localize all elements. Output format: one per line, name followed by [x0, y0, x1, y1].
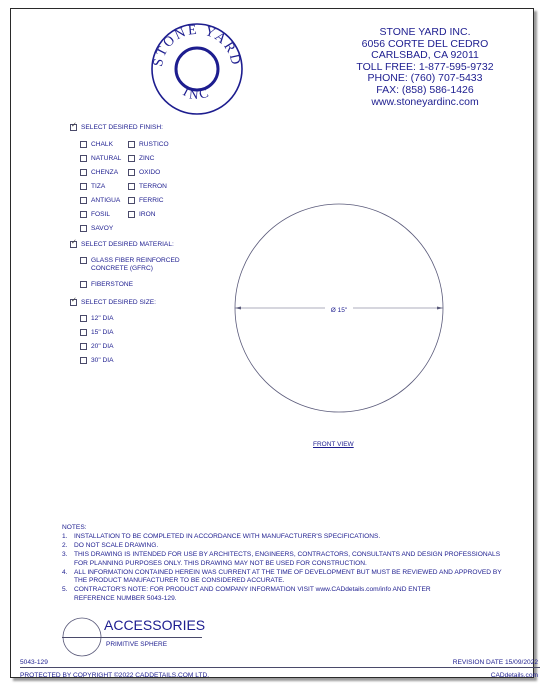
- finish-option[interactable]: [80, 169, 118, 177]
- checkbox[interactable]: [80, 141, 87, 148]
- finish-option[interactable]: [128, 183, 167, 191]
- checkbox[interactable]: [128, 141, 135, 148]
- finish-header-checkbox[interactable]: [70, 124, 77, 131]
- title-block-subtitle: PRIMITIVE SPHERE: [106, 641, 168, 648]
- note-item: [62, 551, 502, 560]
- finish-label: FERRIC: [139, 197, 164, 204]
- checkbox[interactable]: [80, 257, 87, 264]
- material-label-fiberstone: FIBERSTONE: [91, 281, 134, 288]
- checkbox[interactable]: [80, 169, 87, 176]
- front-view-label: FRONT VIEW: [313, 441, 354, 448]
- note-text: INSTALLATION TO BE COMPLETED IN ACCORDANCE WITH MANUFACTURER'S SPECIFICATIONS.: [74, 532, 381, 540]
- note-item: [62, 533, 502, 542]
- checkbox[interactable]: [80, 357, 87, 364]
- finish-option[interactable]: [80, 155, 121, 163]
- finish-header: [70, 124, 163, 132]
- title-block-title: ACCESSORIES: [104, 617, 206, 633]
- finish-label: RUSTICO: [139, 141, 169, 148]
- arrow-right-icon: [437, 307, 443, 310]
- company-fax: FAX: (858) 586-1426: [376, 83, 474, 96]
- copyright-notice: PROTECTED BY COPYRIGHT ©2022 CADDETAILS.COM LTD.: [20, 672, 210, 679]
- front-view-drawing: [233, 202, 445, 414]
- note-continuation: FOR PLANNING PURPOSES ONLY. THIS DRAWING MAY NOT BE USED FOR CONSTRUCTION.: [74, 559, 367, 567]
- size-label: 20" DIA: [91, 343, 114, 350]
- note-text: ALL INFORMATION CONTAINED HEREIN WAS CURRENT AT THE TIME OF DEVELOPMENT BUT MUST BE REVIEWED AND APPROVED BY: [74, 568, 502, 576]
- finish-label: SAVOY: [91, 225, 114, 232]
- checkbox[interactable]: [80, 329, 87, 336]
- finish-option[interactable]: [128, 155, 154, 163]
- revision-date: REVISION DATE 15/09/2022: [452, 659, 538, 666]
- size-header-label: SELECT DESIRED SIZE:: [81, 299, 156, 306]
- finish-option[interactable]: [80, 141, 113, 149]
- title-block-rule: [62, 637, 202, 638]
- finish-option[interactable]: [128, 169, 160, 177]
- material-option-gfrc[interactable]: [80, 257, 180, 273]
- finish-label: ZINC: [139, 155, 155, 162]
- size-option[interactable]: [80, 343, 114, 351]
- finish-label: IRON: [139, 211, 156, 218]
- size-option[interactable]: [80, 315, 114, 323]
- finish-label: TIZA: [91, 183, 106, 190]
- company-info: [345, 27, 505, 108]
- material-gfrc-line1: GLASS FIBER REINFORCED: [91, 257, 180, 264]
- company-city: CARLSBAD, CA 92011: [371, 49, 479, 62]
- notes-section: [62, 524, 502, 604]
- svg-text:STONE YARD: [151, 23, 243, 68]
- finish-label: NATURAL: [91, 155, 122, 162]
- size-label: 12" DIA: [91, 315, 114, 322]
- finish-option[interactable]: [80, 183, 105, 191]
- checkbox[interactable]: [80, 281, 87, 288]
- material-header: [70, 241, 174, 249]
- finish-label: FOSIL: [91, 211, 111, 218]
- note-number: 4.: [62, 568, 68, 576]
- company-name: STONE YARD INC.: [379, 26, 471, 38]
- logo-top-text: STONE YARD: [150, 22, 244, 68]
- note-text: DO NOT SCALE DRAWING.: [74, 541, 159, 549]
- size-option[interactable]: [80, 329, 114, 337]
- material-header-checkbox[interactable]: [70, 241, 77, 248]
- finish-option[interactable]: [80, 211, 110, 219]
- checkbox[interactable]: [128, 183, 135, 190]
- finish-option[interactable]: [80, 225, 113, 233]
- note-number: 5.: [62, 586, 68, 594]
- finish-option[interactable]: [128, 211, 155, 219]
- footer-divider: [20, 667, 540, 668]
- checkbox[interactable]: [80, 343, 87, 350]
- material-gfrc-line2: CONCRETE (GFRC): [91, 265, 153, 272]
- note-number: 3.: [62, 550, 68, 558]
- note-number: 1.: [62, 532, 68, 540]
- finish-option[interactable]: [128, 141, 169, 149]
- finish-option[interactable]: [80, 197, 120, 205]
- company-web: www.stoneyardinc.com: [371, 95, 479, 108]
- note-item: [62, 542, 502, 551]
- checkbox[interactable]: [80, 155, 87, 162]
- arrow-left-icon: [235, 307, 241, 310]
- finish-label: TERRON: [139, 183, 167, 190]
- note-number: 2.: [62, 541, 68, 549]
- finish-label: OXIDO: [139, 169, 161, 176]
- checkbox[interactable]: [80, 197, 87, 204]
- stone-yard-logo: [150, 22, 244, 116]
- finish-header-label: SELECT DESIRED FINISH:: [81, 124, 163, 131]
- note-continuation: THE PRODUCT MANUFACTURER TO BE CONSIDERED ACCURATE.: [74, 577, 285, 585]
- note-text: CONTRACTOR'S NOTE: FOR PRODUCT AND COMPANY INFORMATION VISIT www.CADdetails.com/info AND ENTER: [74, 586, 431, 594]
- dimension-label: Ø 15": [330, 307, 348, 314]
- finish-label: ANTIGUA: [91, 197, 121, 204]
- checkbox[interactable]: [128, 155, 135, 162]
- note-item: [62, 586, 502, 595]
- logo-bottom-text: INC: [180, 83, 214, 103]
- checkbox[interactable]: [80, 211, 87, 218]
- note-item: [62, 569, 502, 578]
- checkbox[interactable]: [80, 183, 87, 190]
- drawing-number: 5043-129: [20, 659, 48, 666]
- finish-label: CHALK: [91, 141, 113, 148]
- notes-header: NOTES:: [62, 524, 87, 531]
- finish-label: CHENZA: [91, 169, 119, 176]
- material-header-label: SELECT DESIRED MATERIAL:: [81, 241, 174, 248]
- checkbox[interactable]: [128, 169, 135, 176]
- size-label: 30" DIA: [91, 357, 114, 364]
- note-continuation: REFERENCE NUMBER 5043-129.: [74, 595, 177, 603]
- checkbox[interactable]: [80, 315, 87, 322]
- company-toll-free: TOLL FREE: 1-877-595-9732: [356, 60, 494, 73]
- site-link[interactable]: CADdetails.com: [490, 672, 538, 679]
- size-option[interactable]: [80, 357, 114, 365]
- checkbox[interactable]: [128, 197, 135, 204]
- size-header-checkbox[interactable]: [70, 299, 77, 306]
- size-header: [70, 299, 156, 307]
- company-street: 6056 CORTE DEL CEDRO: [361, 37, 489, 50]
- note-text: THIS DRAWING IS INTENDED FOR USE BY ARCHITECTS, ENGINEERS, CONTRACTORS, CONSULTANTS AND DESIGN PROFESSIONALS: [74, 550, 501, 558]
- material-label-gfrc: [91, 257, 180, 273]
- checkbox[interactable]: [128, 211, 135, 218]
- company-phone: PHONE: (760) 707-5433: [367, 72, 483, 85]
- material-option-fiberstone[interactable]: [80, 281, 133, 289]
- size-label: 15" DIA: [91, 329, 114, 336]
- checkbox[interactable]: [80, 225, 87, 232]
- finish-option[interactable]: [128, 197, 164, 205]
